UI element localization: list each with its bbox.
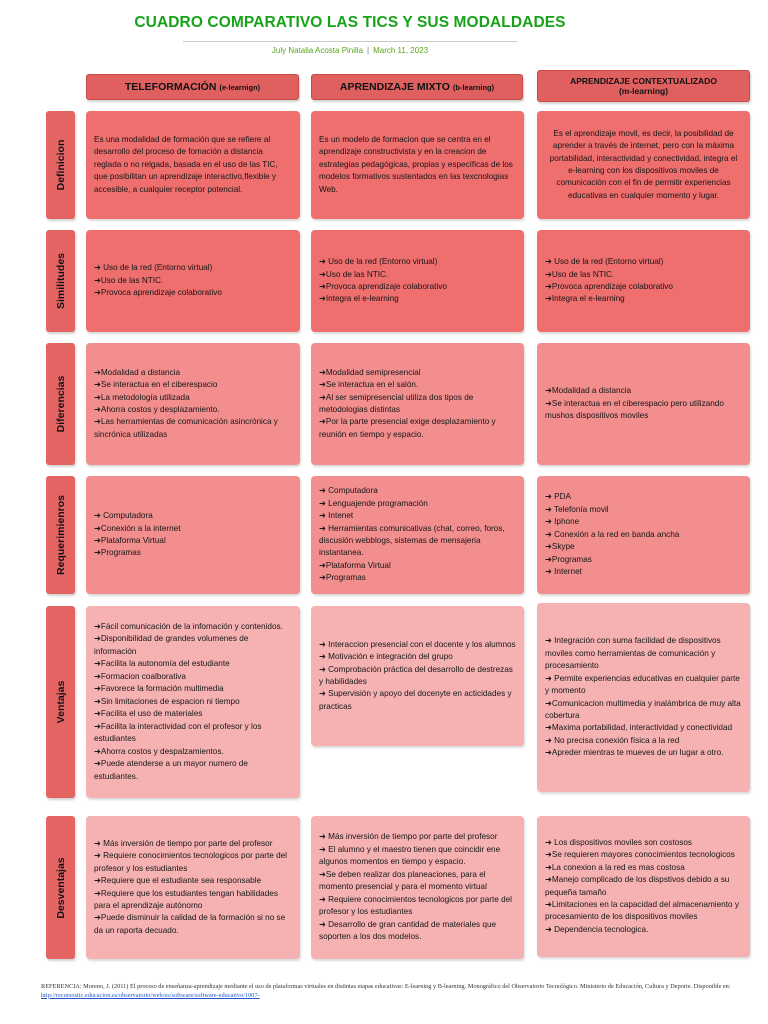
row-label-requerimientos xyxy=(46,476,75,594)
cell-similitudes-teleformacion xyxy=(86,230,300,332)
list-item: ➜ Comprobación práctica del desarrollo de destrezas y habilidades xyxy=(319,664,513,686)
row-label-text: Diferencias xyxy=(54,375,67,433)
list-item: ➜Se interactua en el salón. xyxy=(319,380,419,390)
column-header-sub: (m-learning) xyxy=(618,86,669,96)
row-label-text: Definicion xyxy=(54,139,67,191)
list-item: ➜Comunicacion multimedia y inalámbrica de muy alta cobertura xyxy=(545,698,741,720)
list-item: ➜Skype xyxy=(545,542,575,552)
list-item: ➜ PDA xyxy=(545,492,571,502)
list-item: ➜Ahorra costos y desplazamiento. xyxy=(94,405,220,414)
row-label-diferencias xyxy=(46,343,75,465)
cell-text: Es un modelo de formacion que se centra en el aprendizaje constructivista y en la creacion de estrategias pedagógicas, propias y específicas de los modelos formativos sustentados en las texcnologias Web. xyxy=(319,134,513,194)
list-item: ➜Conexión a la internet xyxy=(94,523,181,533)
row-label-text: Similitudes xyxy=(54,252,67,310)
cell-text: Es una modalidad de formación que se refiere al desarrollo del proceso de fomación a distancia reglada o no relgada, basada en el uso de las TIC, que posibilitan un aprendizaje interactivo,flexible y accesible, a cualquier receptor potencial. xyxy=(94,134,278,194)
row-label-text: Requerimienros xyxy=(54,495,67,575)
list-item: ➜Se deben realizar dos planeaciones, para el momento presencial y para el momento virtual xyxy=(319,869,487,892)
list-item: ➜ Requiere conocimientos tecnologicos por parte del profesor y los estudiantes xyxy=(319,894,513,917)
list-item: ➜ El alumno y el maestro tienen que coincidir ene algunos momentos en tiempo y espacio. xyxy=(319,844,501,867)
row-label-desventajas xyxy=(46,816,75,959)
list-item: ➜Programas xyxy=(545,554,592,564)
list-item: ➜ Supervisión y apoyo del docenyte en acticidades y practicas xyxy=(319,689,512,711)
cell-text: Es el aprendizaje movil, es decir, la posibilidad de aprender a través de internet, pero con la máxima portabilidad, interactividad y conectividad, integra el e-learning con los dispositivos moviles de comunicación con el fin de permitir experiencias educativas en cualquier momento y lugar. xyxy=(549,128,738,200)
list-item: ➜Facilita la interactividad con el profesor y los estudiantes xyxy=(94,721,262,744)
list-item: ➜Formacion coalborativa xyxy=(94,671,186,681)
list-item: ➜Se interactua en el ciberespacio pero utilizando mushos dispositivos moviles xyxy=(545,398,724,421)
column-header-aprendizaje-mixto xyxy=(311,74,523,100)
list-item: ➜Fácil comunicación de la infomación y contenidos. xyxy=(94,621,283,631)
column-header-name: TELEFORMACIÓN xyxy=(124,80,217,93)
list-item: ➜Disponibilidad de grandes volumenes de información xyxy=(94,634,249,656)
list-item: ➜ Requiere conocimientos tecnologicos por parte del profesor y los estudiantes xyxy=(94,851,288,873)
cell-requerimientos-contextualizado xyxy=(537,476,750,594)
byline-separator: | xyxy=(367,46,370,55)
list-item: ➜Uso de las NTIC. xyxy=(545,269,615,279)
list-item: ➜Apreder mientras te mueves de un lugar a otro. xyxy=(545,748,724,758)
reference-link[interactable]: http://recursostic.educacion.es/observatorio/web/es/software/software-educativo/1007- xyxy=(41,991,260,999)
list-item: ➜Ahorra costos y despalzamientos. xyxy=(94,746,224,756)
list-item: ➜ Telefonía movil xyxy=(545,504,609,514)
author-name: July Natalia Acosta Pinilla xyxy=(271,46,364,55)
cell-desventajas-contextualizado xyxy=(537,816,750,957)
column-header-teleformacion xyxy=(86,74,299,100)
page-title: CUADRO COMPARATIVO LAS TICS Y SUS MODALDADES xyxy=(134,14,566,31)
list-item: ➜Plataforma Virtual xyxy=(319,560,391,570)
list-item: ➜Manejo complicado de los dispstivos debido a su pequeña tamaño xyxy=(545,875,730,897)
cell-requerimientos-mixto xyxy=(311,476,524,594)
list-item: ➜Maxima portabilidad, interactividad y conectividad xyxy=(545,723,733,733)
column-header-name: APRENDIZAJE MIXTO xyxy=(339,80,450,93)
list-item: ➜Puede atenderse a un mayor numero de estudiantes. xyxy=(94,759,248,781)
list-item: ➜ Computadora xyxy=(319,486,378,496)
list-item: ➜Programas xyxy=(94,548,141,558)
row-label-text: Desventajas xyxy=(54,856,67,919)
list-item: ➜Por la parte presencial exige desplazamiento y reunión en tiempo y espacio. xyxy=(319,417,496,439)
list-item: ➜ Computadora xyxy=(94,511,153,521)
list-item: ➜ Interaccion presencial con el docente y los alumnos xyxy=(319,639,516,649)
list-item: ➜Limitaciones en la capacidad del almacenamiento y procesamiento de los dispositivos moviles xyxy=(545,899,739,922)
list-item: ➜ Conexión a la red en banda ancha xyxy=(545,529,680,539)
list-item: ➜ No precisa conexión física a la red xyxy=(545,735,680,745)
column-header-aprendizaje-contextualizado xyxy=(537,70,750,102)
list-item: ➜Modalidad a distancia xyxy=(545,386,632,396)
list-item: ➜Se requieren mayores conocimientos tecnologicos xyxy=(545,850,735,860)
list-item: ➜ Intenet xyxy=(319,511,354,521)
list-item: ➜ Uso de la red (Entorno virtual) xyxy=(545,257,664,267)
cell-definicion-mixto xyxy=(311,111,524,219)
list-item: ➜ Internet xyxy=(545,567,582,577)
list-item: ➜ Más inversión de tiempo por parte del profesor xyxy=(319,832,498,842)
list-item: ➜La conexion a la red es mas costosa xyxy=(545,862,685,872)
list-item: ➜Al ser semipresencial utiliza dos tipos de metodologias distintas xyxy=(319,392,474,414)
byline xyxy=(0,46,700,55)
cell-definicion-teleformacion xyxy=(86,111,300,219)
list-item: ➜ Uso de la red (Entorno virtual) xyxy=(94,263,213,273)
reference-note xyxy=(41,983,731,1000)
list-item: ➜Modalidad a distancia xyxy=(94,367,181,377)
cell-desventajas-mixto xyxy=(311,816,524,959)
cell-requerimientos-teleformacion xyxy=(86,476,300,594)
cell-similitudes-mixto xyxy=(311,230,524,332)
list-item: ➜Uso de las NTIC. xyxy=(319,269,389,279)
cell-ventajas-teleformacion xyxy=(86,606,300,798)
cell-diferencias-teleformacion xyxy=(86,343,300,465)
row-label-text: Ventajas xyxy=(54,680,67,724)
list-item: ➜ Dependencia tecnologica. xyxy=(545,924,649,934)
row-label-similitudes xyxy=(46,230,75,332)
list-item: ➜Puede disminuir la calidad de la formación si no se da un raporta decuado. xyxy=(94,913,286,935)
list-item: ➜ Lenguajende programación xyxy=(319,498,428,508)
cell-similitudes-contextualizado xyxy=(537,230,750,332)
list-item: ➜Las herramientas de comunicación asincrónica y sincrónica utilizadas xyxy=(94,417,278,439)
list-item: ➜Provoca aprendizaje colaborativo xyxy=(94,288,222,298)
column-header-name: APRENDIZAJE CONTEXTUALIZADO xyxy=(570,75,717,86)
list-item: ➜Facilita el uso de materiales xyxy=(94,709,203,719)
column-header-sub: (b-learning) xyxy=(452,82,495,92)
cell-definicion-contextualizado xyxy=(537,111,750,219)
cell-diferencias-contextualizado xyxy=(537,343,750,465)
list-item: ➜Provoca aprendizaje colaborativo xyxy=(545,282,673,291)
cell-diferencias-mixto xyxy=(311,343,524,465)
row-label-definicion xyxy=(46,111,75,219)
list-item: ➜ Más inversión de tiempo por parte del profesor xyxy=(94,838,273,848)
list-item: ➜ Iphone xyxy=(545,517,580,527)
list-item: ➜ Motivación e integración del grupo xyxy=(319,652,453,662)
list-item: ➜ Los dispositivos moviles son costosos xyxy=(545,837,693,847)
list-item: ➜Plataforma Virtual xyxy=(94,536,166,545)
list-item: ➜Modalidad semipresencial xyxy=(319,367,421,377)
list-item: ➜Sin limitaciones de espacion ni tiempo xyxy=(94,696,240,706)
list-item: ➜Facilita la autonomía del estudiante xyxy=(94,659,230,669)
cell-desventajas-teleformacion xyxy=(86,816,300,959)
cell-ventajas-contextualizado xyxy=(537,603,750,792)
list-item: ➜ Permite experiencias educativas en cualquier parte y momento xyxy=(545,673,740,696)
list-item: ➜Se interactua en el ciberespacio xyxy=(94,380,218,390)
reference-text: REFERENCIA: Moreno, J. (2011) El proceso de enseñanza-aprendizaje mediante el uso de plataformas virtuales en distintas etapas educativas: E-learning y B-learning. Monográfico del Observatorio Tecnológico. Ministerio de Educación, Cultura y Deporte. Disponible en: xyxy=(41,983,731,990)
list-item: ➜Integra el e-learning xyxy=(319,294,399,304)
list-item: ➜Requiere que el estudiante sea responsable xyxy=(94,876,262,886)
cell-ventajas-mixto xyxy=(311,606,524,746)
list-item: ➜ Herramientas comunicativas (chat, correo, foros, discusión webblogs, sistemas de mensajeria instantanea. xyxy=(319,523,505,558)
list-item: ➜La metodología utilizada xyxy=(94,392,190,402)
list-item: ➜Uso de las NTIC. xyxy=(94,275,164,285)
list-item: ➜Requiere que los estudiantes tengan habilidades para el aprendizaje autónomo xyxy=(94,888,278,910)
list-item: ➜Provoca aprendizaje colaborativo xyxy=(319,282,447,291)
row-label-ventajas xyxy=(46,606,75,798)
publish-date: March 11, 2023 xyxy=(373,46,429,55)
column-header-sub: (e-learnign) xyxy=(219,82,261,92)
list-item: ➜ Integración con suma facilidad de dispositivos moviles como herramientas de comunicación y procesamiento xyxy=(545,636,721,671)
list-item: ➜ Uso de la red (Entorno virtual) xyxy=(319,257,438,267)
list-item: ➜Integra el e-learning xyxy=(545,294,625,304)
list-item: ➜Programas xyxy=(319,573,366,583)
title-divider xyxy=(183,41,517,42)
list-item: ➜ Desarrollo de gran cantidad de materiales que soporten a los dos modelos. xyxy=(319,919,497,942)
list-item: ➜Favorece la formación multimedia xyxy=(94,684,224,694)
